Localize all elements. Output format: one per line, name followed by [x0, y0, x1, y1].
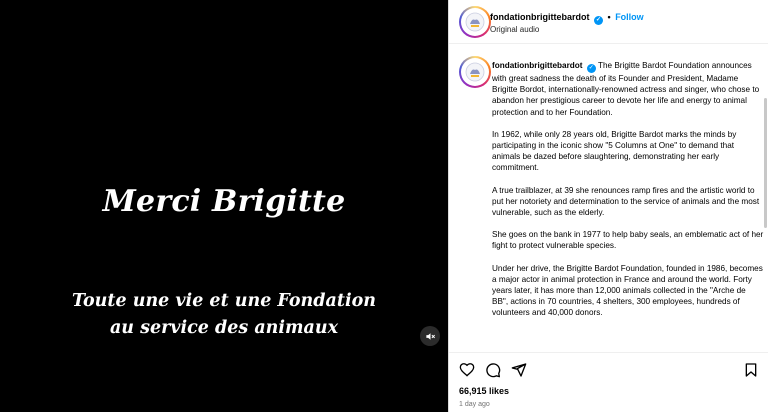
verified-badge-icon: ✓: [595, 17, 602, 23]
comment-icon[interactable]: [485, 362, 501, 378]
caption-paragraph-3: A true trailblazer, at 39 she renounces ramp fires and the artistic world to put her notoriety and determination to the service of animals and the most vulnerable, such as the elderly.: [492, 185, 760, 218]
foundation-logo-icon: [465, 12, 485, 32]
scrollbar[interactable]: [764, 98, 767, 228]
speaker-muted-icon: [425, 331, 436, 342]
header-user-line: [490, 12, 644, 25]
action-bar: [449, 352, 768, 382]
original-audio-link[interactable]: Original audio: [490, 25, 540, 34]
avatar[interactable]: [459, 6, 491, 38]
post-caption: [492, 60, 764, 330]
video-subtitle-line-2: au service des animaux: [109, 318, 339, 338]
post-side-panel: [448, 0, 768, 412]
bookmark-icon[interactable]: [743, 362, 759, 378]
header-username[interactable]: fondationbrigittebardot: [490, 12, 590, 22]
caption-paragraph-4: She goes on the bank in 1977 to help baby seals, an emblematic act of her fight to protect vulnerable species.: [492, 230, 764, 251]
post-date[interactable]: 1 day ago: [459, 401, 490, 408]
caption-scroll-area[interactable]: [449, 48, 768, 350]
caption-avatar[interactable]: [459, 56, 491, 88]
follow-button[interactable]: Follow: [615, 12, 644, 22]
video-title-text: Merci Brigitte: [102, 184, 346, 219]
caption-paragraph-5: Under her drive, the Brigitte Bardot Foundation, founded in 1986, becomes a major actor in animal protection in France and around the world. Forty years later, it has more than 12,000 animals collected in the "Arche de BB", actions in 70 countries, 4 shelters, 300 employees, hundreds of volunteers and 40,000 donors.: [492, 263, 763, 318]
separator-dot: •: [607, 12, 611, 22]
video-subtitle-text: [0, 288, 448, 342]
foundation-logo-icon: [465, 62, 485, 82]
caption-paragraph-2: In 1962, while only 28 years old, Brigitte Bardot marks the minds by participating in the iconic show "5 Columns at One" to demand that animals be dazed before slaughtering, demonstrating her early commitment.: [492, 129, 737, 173]
send-icon[interactable]: [511, 362, 527, 378]
heart-icon[interactable]: [459, 362, 475, 378]
mute-button[interactable]: [420, 326, 440, 346]
caption-paragraph-1: [492, 60, 764, 118]
video-subtitle-line-1: Toute une vie et une Fondation: [72, 291, 376, 311]
caption-username[interactable]: fondationbrigittebardot: [492, 61, 583, 70]
post-header: [449, 0, 768, 44]
likes-count[interactable]: 66,915 likes: [459, 386, 510, 396]
caption-text-1: The Brigitte Bardot Foundation announces with great sadness the death of its Founder and President, Madame Brigitte Bordot, internationally-renowned actress and singer, who chose to abandon her prestigious career to devote her life and energy to animal protection and to her Foundation.: [492, 61, 760, 117]
verified-badge-icon: ✓: [588, 65, 594, 71]
